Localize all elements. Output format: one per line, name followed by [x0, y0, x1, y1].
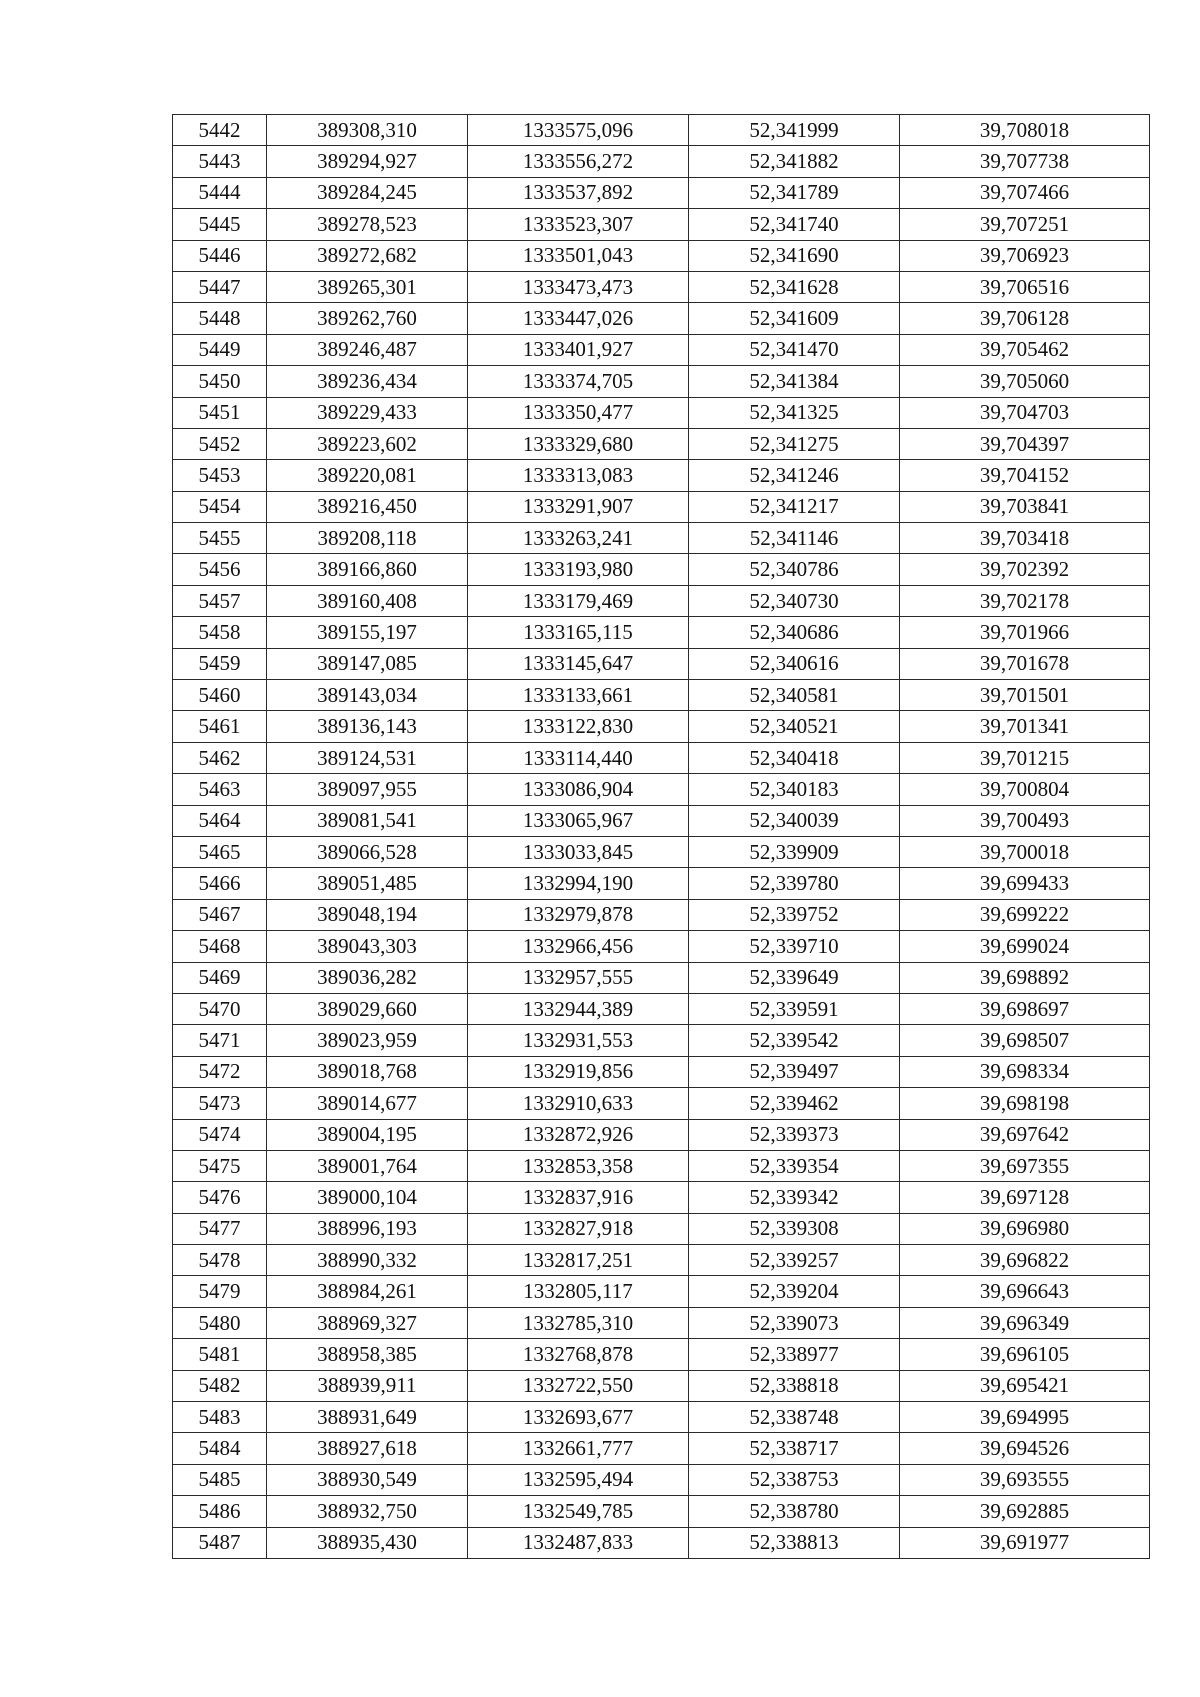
longitude-cell: 39,705462 [900, 334, 1150, 365]
x-coordinate-cell: 389004,195 [267, 1119, 468, 1150]
x-coordinate-cell: 389208,118 [267, 523, 468, 554]
x-coordinate-cell: 388969,327 [267, 1307, 468, 1338]
latitude-cell: 52,341628 [689, 271, 900, 302]
latitude-cell: 52,338813 [689, 1527, 900, 1558]
y-coordinate-cell: 1332837,916 [468, 1182, 689, 1213]
y-coordinate-cell: 1333447,026 [468, 303, 689, 334]
x-coordinate-cell: 389155,197 [267, 617, 468, 648]
longitude-cell: 39,699222 [900, 899, 1150, 930]
y-coordinate-cell: 1332661,777 [468, 1433, 689, 1464]
point-number-cell: 5450 [173, 366, 267, 397]
latitude-cell: 52,340183 [689, 774, 900, 805]
point-number-cell: 5476 [173, 1182, 267, 1213]
x-coordinate-cell: 388984,261 [267, 1276, 468, 1307]
x-coordinate-cell: 389023,959 [267, 1025, 468, 1056]
table-row [173, 805, 1150, 836]
point-number-cell: 5471 [173, 1025, 267, 1056]
point-number-cell: 5443 [173, 146, 267, 177]
x-coordinate-cell: 389284,245 [267, 177, 468, 208]
point-number-cell: 5460 [173, 680, 267, 711]
y-coordinate-cell: 1332827,918 [468, 1213, 689, 1244]
table-row [173, 1056, 1150, 1087]
latitude-cell: 52,339591 [689, 993, 900, 1024]
point-number-cell: 5475 [173, 1150, 267, 1181]
y-coordinate-cell: 1332487,833 [468, 1527, 689, 1558]
x-coordinate-cell: 389081,541 [267, 805, 468, 836]
table-row [173, 899, 1150, 930]
latitude-cell: 52,339204 [689, 1276, 900, 1307]
latitude-cell: 52,338977 [689, 1339, 900, 1370]
latitude-cell: 52,340418 [689, 742, 900, 773]
x-coordinate-cell: 389308,310 [267, 115, 468, 146]
longitude-cell: 39,698697 [900, 993, 1150, 1024]
latitude-cell: 52,341246 [689, 460, 900, 491]
latitude-cell: 52,340039 [689, 805, 900, 836]
table-row [173, 1276, 1150, 1307]
longitude-cell: 39,707738 [900, 146, 1150, 177]
latitude-cell: 52,341384 [689, 366, 900, 397]
point-number-cell: 5477 [173, 1213, 267, 1244]
latitude-cell: 52,341609 [689, 303, 900, 334]
latitude-cell: 52,341217 [689, 491, 900, 522]
table-row [173, 1088, 1150, 1119]
longitude-cell: 39,700804 [900, 774, 1150, 805]
y-coordinate-cell: 1332693,677 [468, 1402, 689, 1433]
y-coordinate-cell: 1333523,307 [468, 209, 689, 240]
y-coordinate-cell: 1333145,647 [468, 648, 689, 679]
longitude-cell: 39,701501 [900, 680, 1150, 711]
x-coordinate-cell: 389001,764 [267, 1150, 468, 1181]
latitude-cell: 52,339780 [689, 868, 900, 899]
point-number-cell: 5455 [173, 523, 267, 554]
coordinates-table-body [173, 115, 1150, 1559]
longitude-cell: 39,694995 [900, 1402, 1150, 1433]
table-row [173, 1496, 1150, 1527]
latitude-cell: 52,341999 [689, 115, 900, 146]
y-coordinate-cell: 1332966,456 [468, 931, 689, 962]
y-coordinate-cell: 1333165,115 [468, 617, 689, 648]
y-coordinate-cell: 1332817,251 [468, 1245, 689, 1276]
x-coordinate-cell: 389262,760 [267, 303, 468, 334]
longitude-cell: 39,702178 [900, 585, 1150, 616]
point-number-cell: 5462 [173, 742, 267, 773]
longitude-cell: 39,707466 [900, 177, 1150, 208]
longitude-cell: 39,694526 [900, 1433, 1150, 1464]
y-coordinate-cell: 1333575,096 [468, 115, 689, 146]
longitude-cell: 39,698334 [900, 1056, 1150, 1087]
longitude-cell: 39,707251 [900, 209, 1150, 240]
table-row [173, 1339, 1150, 1370]
point-number-cell: 5473 [173, 1088, 267, 1119]
table-row [173, 460, 1150, 491]
table-row [173, 491, 1150, 522]
table-row [173, 554, 1150, 585]
latitude-cell: 52,339909 [689, 836, 900, 867]
x-coordinate-cell: 389278,523 [267, 209, 468, 240]
point-number-cell: 5451 [173, 397, 267, 428]
point-number-cell: 5457 [173, 585, 267, 616]
x-coordinate-cell: 389124,531 [267, 742, 468, 773]
longitude-cell: 39,700018 [900, 836, 1150, 867]
latitude-cell: 52,340730 [689, 585, 900, 616]
table-row [173, 1245, 1150, 1276]
y-coordinate-cell: 1332595,494 [468, 1464, 689, 1495]
point-number-cell: 5478 [173, 1245, 267, 1276]
table-row [173, 711, 1150, 742]
point-number-cell: 5463 [173, 774, 267, 805]
y-coordinate-cell: 1333263,241 [468, 523, 689, 554]
longitude-cell: 39,703841 [900, 491, 1150, 522]
y-coordinate-cell: 1333313,083 [468, 460, 689, 491]
y-coordinate-cell: 1332957,555 [468, 962, 689, 993]
y-coordinate-cell: 1333122,830 [468, 711, 689, 742]
y-coordinate-cell: 1332979,878 [468, 899, 689, 930]
longitude-cell: 39,698507 [900, 1025, 1150, 1056]
y-coordinate-cell: 1333065,967 [468, 805, 689, 836]
point-number-cell: 5461 [173, 711, 267, 742]
latitude-cell: 52,339073 [689, 1307, 900, 1338]
y-coordinate-cell: 1332910,633 [468, 1088, 689, 1119]
y-coordinate-cell: 1332768,878 [468, 1339, 689, 1370]
y-coordinate-cell: 1333401,927 [468, 334, 689, 365]
y-coordinate-cell: 1333179,469 [468, 585, 689, 616]
longitude-cell: 39,702392 [900, 554, 1150, 585]
x-coordinate-cell: 389143,034 [267, 680, 468, 711]
x-coordinate-cell: 388935,430 [267, 1527, 468, 1558]
longitude-cell: 39,704152 [900, 460, 1150, 491]
y-coordinate-cell: 1332919,856 [468, 1056, 689, 1087]
longitude-cell: 39,706923 [900, 240, 1150, 271]
point-number-cell: 5480 [173, 1307, 267, 1338]
point-number-cell: 5454 [173, 491, 267, 522]
point-number-cell: 5446 [173, 240, 267, 271]
point-number-cell: 5469 [173, 962, 267, 993]
latitude-cell: 52,340786 [689, 554, 900, 585]
y-coordinate-cell: 1333556,272 [468, 146, 689, 177]
longitude-cell: 39,697355 [900, 1150, 1150, 1181]
x-coordinate-cell: 389236,434 [267, 366, 468, 397]
table-row [173, 962, 1150, 993]
latitude-cell: 52,338818 [689, 1370, 900, 1401]
x-coordinate-cell: 389294,927 [267, 146, 468, 177]
x-coordinate-cell: 389216,450 [267, 491, 468, 522]
point-number-cell: 5470 [173, 993, 267, 1024]
y-coordinate-cell: 1332944,389 [468, 993, 689, 1024]
x-coordinate-cell: 389014,677 [267, 1088, 468, 1119]
point-number-cell: 5487 [173, 1527, 267, 1558]
point-number-cell: 5465 [173, 836, 267, 867]
longitude-cell: 39,696980 [900, 1213, 1150, 1244]
y-coordinate-cell: 1333193,980 [468, 554, 689, 585]
latitude-cell: 52,339649 [689, 962, 900, 993]
latitude-cell: 52,339354 [689, 1150, 900, 1181]
table-row [173, 240, 1150, 271]
longitude-cell: 39,691977 [900, 1527, 1150, 1558]
point-number-cell: 5453 [173, 460, 267, 491]
longitude-cell: 39,695421 [900, 1370, 1150, 1401]
latitude-cell: 52,341275 [689, 428, 900, 459]
latitude-cell: 52,341882 [689, 146, 900, 177]
longitude-cell: 39,696643 [900, 1276, 1150, 1307]
y-coordinate-cell: 1332872,926 [468, 1119, 689, 1150]
point-number-cell: 5466 [173, 868, 267, 899]
y-coordinate-cell: 1333329,680 [468, 428, 689, 459]
table-row [173, 146, 1150, 177]
y-coordinate-cell: 1333114,440 [468, 742, 689, 773]
table-row [173, 523, 1150, 554]
x-coordinate-cell: 389220,081 [267, 460, 468, 491]
latitude-cell: 52,338753 [689, 1464, 900, 1495]
longitude-cell: 39,708018 [900, 115, 1150, 146]
latitude-cell: 52,339462 [689, 1088, 900, 1119]
x-coordinate-cell: 389043,303 [267, 931, 468, 962]
longitude-cell: 39,696822 [900, 1245, 1150, 1276]
table-row [173, 1464, 1150, 1495]
longitude-cell: 39,701678 [900, 648, 1150, 679]
longitude-cell: 39,706516 [900, 271, 1150, 302]
table-row [173, 1150, 1150, 1181]
x-coordinate-cell: 388932,750 [267, 1496, 468, 1527]
longitude-cell: 39,700493 [900, 805, 1150, 836]
table-row [173, 1025, 1150, 1056]
latitude-cell: 52,338780 [689, 1496, 900, 1527]
longitude-cell: 39,701341 [900, 711, 1150, 742]
x-coordinate-cell: 389229,433 [267, 397, 468, 428]
table-row [173, 742, 1150, 773]
x-coordinate-cell: 388996,193 [267, 1213, 468, 1244]
y-coordinate-cell: 1332722,550 [468, 1370, 689, 1401]
y-coordinate-cell: 1333086,904 [468, 774, 689, 805]
latitude-cell: 52,340521 [689, 711, 900, 742]
table-row [173, 209, 1150, 240]
table-row [173, 303, 1150, 334]
table-row [173, 1307, 1150, 1338]
x-coordinate-cell: 389051,485 [267, 868, 468, 899]
x-coordinate-cell: 389272,682 [267, 240, 468, 271]
table-row [173, 1213, 1150, 1244]
x-coordinate-cell: 389097,955 [267, 774, 468, 805]
latitude-cell: 52,341789 [689, 177, 900, 208]
point-number-cell: 5456 [173, 554, 267, 585]
x-coordinate-cell: 388939,911 [267, 1370, 468, 1401]
table-row [173, 177, 1150, 208]
point-number-cell: 5485 [173, 1464, 267, 1495]
y-coordinate-cell: 1332805,117 [468, 1276, 689, 1307]
latitude-cell: 52,339257 [689, 1245, 900, 1276]
y-coordinate-cell: 1332785,310 [468, 1307, 689, 1338]
y-coordinate-cell: 1333350,477 [468, 397, 689, 428]
y-coordinate-cell: 1333537,892 [468, 177, 689, 208]
table-row [173, 271, 1150, 302]
table-row [173, 680, 1150, 711]
coordinates-table [172, 114, 1150, 1559]
y-coordinate-cell: 1333473,473 [468, 271, 689, 302]
table-row [173, 868, 1150, 899]
point-number-cell: 5482 [173, 1370, 267, 1401]
longitude-cell: 39,699433 [900, 868, 1150, 899]
y-coordinate-cell: 1333501,043 [468, 240, 689, 271]
latitude-cell: 52,341325 [689, 397, 900, 428]
table-row [173, 836, 1150, 867]
x-coordinate-cell: 389160,408 [267, 585, 468, 616]
latitude-cell: 52,340616 [689, 648, 900, 679]
table-row [173, 1119, 1150, 1150]
table-row [173, 366, 1150, 397]
point-number-cell: 5481 [173, 1339, 267, 1370]
x-coordinate-cell: 388927,618 [267, 1433, 468, 1464]
table-row [173, 1402, 1150, 1433]
point-number-cell: 5486 [173, 1496, 267, 1527]
y-coordinate-cell: 1332931,553 [468, 1025, 689, 1056]
x-coordinate-cell: 389136,143 [267, 711, 468, 742]
longitude-cell: 39,693555 [900, 1464, 1150, 1495]
x-coordinate-cell: 389223,602 [267, 428, 468, 459]
latitude-cell: 52,339308 [689, 1213, 900, 1244]
point-number-cell: 5449 [173, 334, 267, 365]
latitude-cell: 52,339373 [689, 1119, 900, 1150]
table-row [173, 1370, 1150, 1401]
y-coordinate-cell: 1333133,661 [468, 680, 689, 711]
latitude-cell: 52,338748 [689, 1402, 900, 1433]
x-coordinate-cell: 388931,649 [267, 1402, 468, 1433]
table-row [173, 648, 1150, 679]
table-row [173, 334, 1150, 365]
point-number-cell: 5468 [173, 931, 267, 962]
table-row [173, 428, 1150, 459]
point-number-cell: 5467 [173, 899, 267, 930]
latitude-cell: 52,341470 [689, 334, 900, 365]
table-row [173, 1433, 1150, 1464]
latitude-cell: 52,339752 [689, 899, 900, 930]
point-number-cell: 5459 [173, 648, 267, 679]
x-coordinate-cell: 388958,385 [267, 1339, 468, 1370]
longitude-cell: 39,701966 [900, 617, 1150, 648]
point-number-cell: 5445 [173, 209, 267, 240]
longitude-cell: 39,699024 [900, 931, 1150, 962]
longitude-cell: 39,697128 [900, 1182, 1150, 1213]
latitude-cell: 52,341690 [689, 240, 900, 271]
table-row [173, 774, 1150, 805]
x-coordinate-cell: 389166,860 [267, 554, 468, 585]
latitude-cell: 52,339342 [689, 1182, 900, 1213]
y-coordinate-cell: 1332549,785 [468, 1496, 689, 1527]
latitude-cell: 52,341146 [689, 523, 900, 554]
longitude-cell: 39,701215 [900, 742, 1150, 773]
y-coordinate-cell: 1332853,358 [468, 1150, 689, 1181]
x-coordinate-cell: 389246,487 [267, 334, 468, 365]
latitude-cell: 52,340581 [689, 680, 900, 711]
table-row [173, 1182, 1150, 1213]
table-row [173, 115, 1150, 146]
longitude-cell: 39,697642 [900, 1119, 1150, 1150]
y-coordinate-cell: 1333033,845 [468, 836, 689, 867]
x-coordinate-cell: 389048,194 [267, 899, 468, 930]
x-coordinate-cell: 389029,660 [267, 993, 468, 1024]
table-row [173, 993, 1150, 1024]
longitude-cell: 39,706128 [900, 303, 1150, 334]
table-row [173, 397, 1150, 428]
point-number-cell: 5484 [173, 1433, 267, 1464]
point-number-cell: 5472 [173, 1056, 267, 1087]
latitude-cell: 52,339497 [689, 1056, 900, 1087]
longitude-cell: 39,704703 [900, 397, 1150, 428]
latitude-cell: 52,339542 [689, 1025, 900, 1056]
x-coordinate-cell: 389066,528 [267, 836, 468, 867]
y-coordinate-cell: 1333374,705 [468, 366, 689, 397]
table-row [173, 617, 1150, 648]
x-coordinate-cell: 389018,768 [267, 1056, 468, 1087]
longitude-cell: 39,703418 [900, 523, 1150, 554]
latitude-cell: 52,340686 [689, 617, 900, 648]
point-number-cell: 5474 [173, 1119, 267, 1150]
point-number-cell: 5447 [173, 271, 267, 302]
y-coordinate-cell: 1333291,907 [468, 491, 689, 522]
x-coordinate-cell: 389147,085 [267, 648, 468, 679]
point-number-cell: 5483 [173, 1402, 267, 1433]
point-number-cell: 5442 [173, 115, 267, 146]
x-coordinate-cell: 388930,549 [267, 1464, 468, 1495]
x-coordinate-cell: 389265,301 [267, 271, 468, 302]
longitude-cell: 39,698198 [900, 1088, 1150, 1119]
point-number-cell: 5464 [173, 805, 267, 836]
point-number-cell: 5444 [173, 177, 267, 208]
longitude-cell: 39,704397 [900, 428, 1150, 459]
point-number-cell: 5448 [173, 303, 267, 334]
x-coordinate-cell: 389036,282 [267, 962, 468, 993]
point-number-cell: 5452 [173, 428, 267, 459]
point-number-cell: 5458 [173, 617, 267, 648]
longitude-cell: 39,692885 [900, 1496, 1150, 1527]
y-coordinate-cell: 1332994,190 [468, 868, 689, 899]
latitude-cell: 52,338717 [689, 1433, 900, 1464]
latitude-cell: 52,341740 [689, 209, 900, 240]
longitude-cell: 39,696105 [900, 1339, 1150, 1370]
table-row [173, 1527, 1150, 1558]
latitude-cell: 52,339710 [689, 931, 900, 962]
x-coordinate-cell: 389000,104 [267, 1182, 468, 1213]
longitude-cell: 39,698892 [900, 962, 1150, 993]
longitude-cell: 39,696349 [900, 1307, 1150, 1338]
table-row [173, 585, 1150, 616]
longitude-cell: 39,705060 [900, 366, 1150, 397]
point-number-cell: 5479 [173, 1276, 267, 1307]
x-coordinate-cell: 388990,332 [267, 1245, 468, 1276]
table-row [173, 931, 1150, 962]
